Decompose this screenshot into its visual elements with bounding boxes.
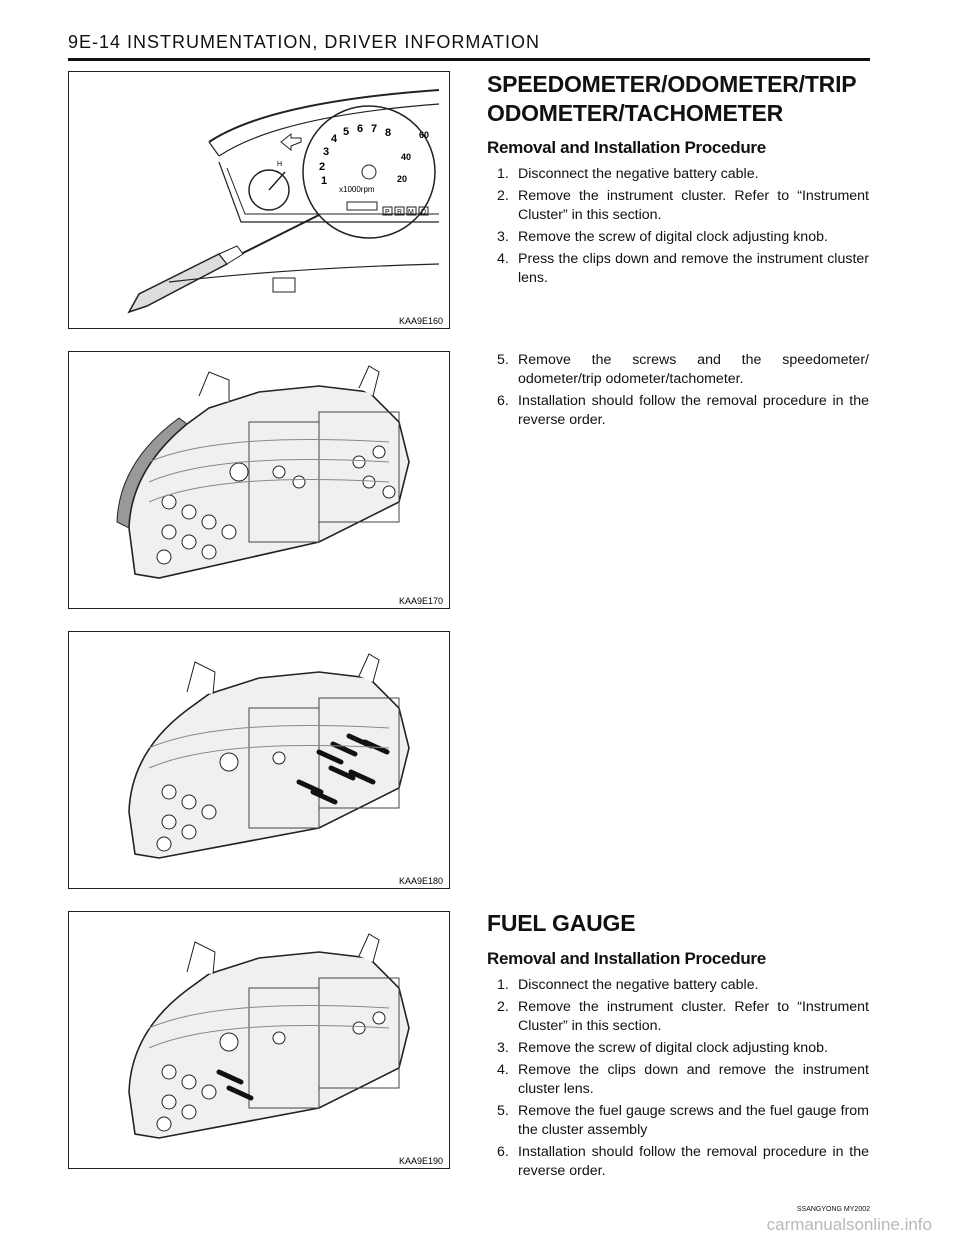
speed-label-40: 40 <box>401 152 412 162</box>
step-item: 3. Remove the screw of digital clock adjusting knob. <box>497 1040 828 1056</box>
screwdriver-illustration <box>129 246 243 312</box>
figure-kaa9e190 <box>68 911 450 1169</box>
cluster-face-illustration <box>69 72 449 328</box>
page-footer: SSANGYONG MY2002 <box>796 1206 870 1213</box>
section-speedometer <box>487 70 869 291</box>
figure-kaa9e170 <box>68 351 450 609</box>
step-item: 2. Remove the instrument cluster. Refer to “Instrument Cluster” in this section. <box>497 999 869 1034</box>
tach-label-1: 1 <box>321 175 328 187</box>
section-title: FUEL GAUGE <box>487 910 636 936</box>
cluster-back-illustration <box>69 352 449 608</box>
gear-m-label: M <box>408 209 414 216</box>
tach-label-2: 2 <box>319 161 326 173</box>
figure-code: KAA9E170 <box>399 596 444 606</box>
step-item: 4. Remove the clips down and remove the instrument cluster lens. <box>497 1062 869 1097</box>
section-title: SPEEDOMETER/ODOMETER/TRIP ODOMETER/TACHOMETER <box>487 71 857 126</box>
speed-label-60: 60 <box>419 130 430 140</box>
step-item: 6. Installation should follow the removal procedure in the reverse order. <box>497 393 869 428</box>
gauge-hot-label: H <box>277 161 283 168</box>
step-item: 5. Remove the fuel gauge screws and the fuel gauge from the cluster assembly <box>497 1103 869 1138</box>
step-item: 4. Press the clips down and remove the instrument cluster lens. <box>497 251 869 286</box>
section-fuel-gauge <box>487 909 869 1184</box>
step-item: 1. Disconnect the negative battery cable. <box>497 977 759 993</box>
step-item: 1. Disconnect the negative battery cable. <box>497 166 759 182</box>
cluster-fuel-gauge-illustration <box>69 912 449 1168</box>
tach-unit-label: x1000rpm <box>339 185 375 194</box>
tach-label-7: 7 <box>371 123 378 135</box>
gear-r-label: R <box>397 209 403 216</box>
tach-label-4: 4 <box>331 133 338 145</box>
procedure-steps <box>487 976 869 1181</box>
procedure-steps-continued <box>487 351 869 430</box>
tach-label-8: 8 <box>385 127 392 139</box>
step-item: 3. Remove the screw of digital clock adjusting knob. <box>497 229 828 245</box>
speed-label-20: 20 <box>397 174 408 184</box>
procedure-steps <box>487 165 869 288</box>
section-subtitle: Removal and Installation Procedure <box>487 138 766 157</box>
cluster-screws-illustration <box>69 632 449 888</box>
step-item: 5. Remove the screws and the speedometer/ odometer/trip odometer/tachometer. <box>497 352 869 387</box>
tach-label-5: 5 <box>343 126 350 138</box>
figure-code: KAA9E160 <box>399 316 444 326</box>
figure-code: KAA9E190 <box>399 1156 444 1166</box>
figure-kaa9e180 <box>68 631 450 889</box>
step-item: 2. Remove the instrument cluster. Refer to “Instrument Cluster” in this section. <box>497 188 869 223</box>
gear-indicator <box>383 207 428 216</box>
figure-kaa9e160 <box>68 71 450 329</box>
section-subtitle: Removal and Installation Procedure <box>487 949 766 968</box>
gear-p-label: P <box>385 209 390 216</box>
step-item: 6. Installation should follow the removal procedure in the reverse order. <box>497 1144 869 1179</box>
page-header <box>68 30 870 61</box>
tach-label-6: 6 <box>357 123 364 135</box>
gear-d-label: D <box>421 209 427 216</box>
tach-label-3: 3 <box>323 146 330 158</box>
page-title: 9E-14 INSTRUMENTATION, DRIVER INFORMATION <box>68 32 541 52</box>
section-speedometer-continued <box>487 351 869 433</box>
watermark: carmanualsonline.info <box>766 1215 932 1234</box>
figure-code: KAA9E180 <box>399 876 444 886</box>
